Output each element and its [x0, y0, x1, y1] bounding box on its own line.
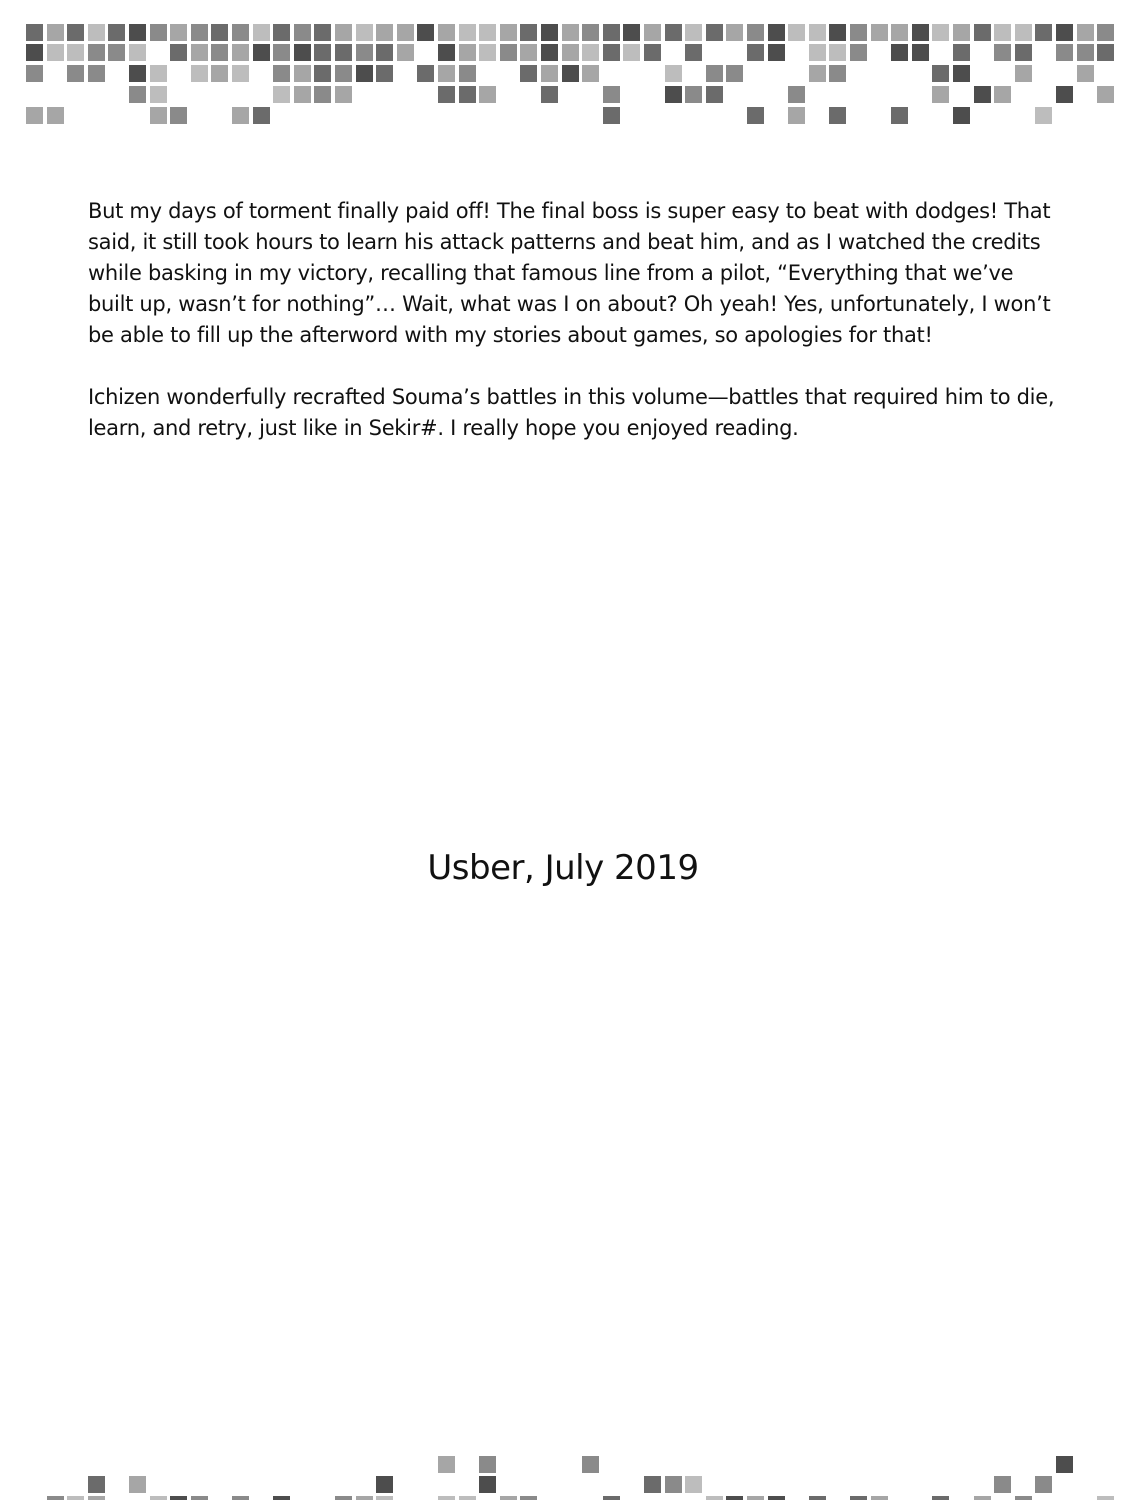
pixel-tile: [26, 65, 43, 82]
pixel-tile: [417, 65, 434, 82]
pixel-tile: [932, 1496, 949, 1500]
pixel-tile: [994, 1476, 1011, 1493]
pixel-tile: [706, 65, 723, 82]
pixel-tile: [850, 24, 867, 41]
pixel-tile: [397, 24, 414, 41]
pixel-tile: [582, 24, 599, 41]
pixel-tile: [376, 65, 393, 82]
pixel-tile: [335, 24, 352, 41]
pixel-tile: [170, 107, 187, 124]
pixel-tile: [1097, 1496, 1114, 1500]
pixel-tile: [1015, 65, 1032, 82]
pixel-tile: [603, 44, 620, 61]
author-signature: Usber, July 2019: [427, 848, 699, 888]
pixel-tile: [67, 24, 84, 41]
pixel-tile: [1015, 44, 1032, 61]
pixel-tile: [376, 44, 393, 61]
pixel-tile: [665, 1476, 682, 1493]
pixel-tile: [108, 24, 125, 41]
pixel-tile: [932, 86, 949, 103]
pixel-tile: [603, 107, 620, 124]
pixel-tile: [335, 1496, 352, 1500]
pixel-tile: [294, 65, 311, 82]
pixel-tile: [500, 44, 517, 61]
pixel-tile: [232, 1496, 249, 1500]
pixel-tile: [1056, 44, 1073, 61]
pixel-tile: [665, 24, 682, 41]
pixel-tile: [150, 107, 167, 124]
pixel-tile: [108, 44, 125, 61]
pixel-tile: [459, 1496, 476, 1500]
pixel-tile: [974, 1496, 991, 1500]
pixel-tile: [912, 24, 929, 41]
pixel-tile: [479, 86, 496, 103]
pixel-tile: [273, 86, 290, 103]
pixel-tile: [67, 65, 84, 82]
pixel-tile: [273, 24, 290, 41]
pixel-tile: [294, 86, 311, 103]
pixel-tile: [1077, 24, 1094, 41]
pixel-tile: [356, 1496, 373, 1500]
pixel-tile: [788, 107, 805, 124]
pixel-tile: [232, 24, 249, 41]
pixel-tile: [88, 24, 105, 41]
afterword-body: [88, 196, 1056, 475]
top-pixel-border: [0, 0, 1126, 140]
pixel-tile: [1056, 86, 1073, 103]
pixel-tile: [314, 86, 331, 103]
pixel-tile: [500, 24, 517, 41]
pixel-tile: [520, 1496, 537, 1500]
pixel-tile: [706, 1496, 723, 1500]
pixel-tile: [768, 44, 785, 61]
pixel-tile: [1097, 24, 1114, 41]
pixel-tile: [459, 24, 476, 41]
pixel-tile: [479, 24, 496, 41]
pixel-tile: [438, 1496, 455, 1500]
pixel-tile: [747, 44, 764, 61]
pixel-tile: [129, 24, 146, 41]
pixel-tile: [211, 44, 228, 61]
pixel-tile: [520, 24, 537, 41]
pixel-tile: [1056, 24, 1073, 41]
pixel-tile: [582, 65, 599, 82]
pixel-tile: [253, 107, 270, 124]
pixel-tile: [562, 65, 579, 82]
pixel-tile: [294, 44, 311, 61]
pixel-tile: [912, 44, 929, 61]
pixel-tile: [314, 44, 331, 61]
pixel-tile: [953, 24, 970, 41]
pixel-tile: [623, 44, 640, 61]
pixel-tile: [335, 65, 352, 82]
pixel-tile: [150, 86, 167, 103]
pixel-tile: [232, 65, 249, 82]
pixel-tile: [479, 44, 496, 61]
pixel-tile: [1056, 1456, 1073, 1473]
pixel-tile: [376, 24, 393, 41]
pixel-tile: [665, 86, 682, 103]
pixel-tile: [438, 65, 455, 82]
pixel-tile: [1035, 1476, 1052, 1493]
pixel-tile: [459, 44, 476, 61]
pixel-tile: [1035, 24, 1052, 41]
pixel-tile: [994, 44, 1011, 61]
pixel-tile: [644, 44, 661, 61]
pixel-tile: [438, 1456, 455, 1473]
pixel-tile: [500, 1496, 517, 1500]
pixel-tile: [150, 65, 167, 82]
pixel-tile: [335, 86, 352, 103]
pixel-tile: [129, 1476, 146, 1493]
pixel-tile: [685, 44, 702, 61]
pixel-tile: [47, 24, 64, 41]
pixel-tile: [150, 1496, 167, 1500]
pixel-tile: [47, 1496, 64, 1500]
pixel-tile: [1077, 65, 1094, 82]
pixel-tile: [829, 44, 846, 61]
pixel-tile: [26, 107, 43, 124]
pixel-tile: [170, 1496, 187, 1500]
pixel-tile: [273, 44, 290, 61]
pixel-tile: [871, 1496, 888, 1500]
pixel-tile: [871, 24, 888, 41]
pixel-tile: [191, 65, 208, 82]
pixel-tile: [541, 65, 558, 82]
pixel-tile: [685, 86, 702, 103]
pixel-tile: [314, 24, 331, 41]
pixel-tile: [129, 65, 146, 82]
bottom-pixel-border: [0, 1440, 1126, 1500]
pixel-tile: [603, 1496, 620, 1500]
pixel-tile: [726, 65, 743, 82]
pixel-tile: [829, 107, 846, 124]
pixel-tile: [67, 1496, 84, 1500]
pixel-tile: [1097, 86, 1114, 103]
pixel-tile: [541, 44, 558, 61]
pixel-tile: [356, 44, 373, 61]
pixel-tile: [768, 24, 785, 41]
pixel-tile: [191, 1496, 208, 1500]
pixel-tile: [417, 24, 434, 41]
pixel-tile: [253, 44, 270, 61]
pixel-tile: [665, 65, 682, 82]
pixel-tile: [273, 1496, 290, 1500]
pixel-tile: [809, 1496, 826, 1500]
pixel-tile: [356, 65, 373, 82]
pixel-tile: [685, 24, 702, 41]
pixel-tile: [479, 1456, 496, 1473]
pixel-tile: [541, 24, 558, 41]
pixel-tile: [1035, 107, 1052, 124]
afterword-paragraph-1: But my days of torment finally paid off! The final boss is super easy to beat with dodges! That said, it still took hours to learn his attack patterns and beat him, and as I watched the credits while basking in my victory, recalling that famous line from a pilot, “Everything that we’ve built up, wasn’t for nothing”… Wait, what was I on about? Oh yeah! Yes, unfortunately, I won’t be able to fill up the afterword with my stories about games, so apologies for that!: [88, 199, 1051, 347]
pixel-tile: [706, 86, 723, 103]
pixel-tile: [273, 65, 290, 82]
pixel-tile: [747, 1496, 764, 1500]
pixel-tile: [191, 44, 208, 61]
pixel-tile: [294, 24, 311, 41]
pixel-tile: [47, 44, 64, 61]
pixel-tile: [1015, 24, 1032, 41]
pixel-tile: [974, 86, 991, 103]
pixel-tile: [706, 24, 723, 41]
pixel-tile: [891, 107, 908, 124]
pixel-tile: [88, 65, 105, 82]
pixel-tile: [459, 65, 476, 82]
pixel-tile: [397, 44, 414, 61]
pixel-tile: [747, 24, 764, 41]
pixel-tile: [376, 1476, 393, 1493]
pixel-tile: [129, 86, 146, 103]
pixel-tile: [768, 1496, 785, 1500]
pixel-tile: [994, 86, 1011, 103]
pixel-tile: [582, 1456, 599, 1473]
pixel-tile: [67, 44, 84, 61]
pixel-tile: [809, 44, 826, 61]
pixel-tile: [376, 1496, 393, 1500]
pixel-tile: [520, 65, 537, 82]
pixel-tile: [26, 24, 43, 41]
pixel-tile: [891, 44, 908, 61]
pixel-tile: [88, 1496, 105, 1500]
pixel-tile: [479, 1476, 496, 1493]
pixel-tile: [170, 44, 187, 61]
pixel-tile: [994, 24, 1011, 41]
pixel-tile: [211, 65, 228, 82]
pixel-tile: [953, 107, 970, 124]
pixel-tile: [88, 1476, 105, 1493]
pixel-tile: [582, 44, 599, 61]
pixel-tile: [788, 24, 805, 41]
pixel-tile: [253, 24, 270, 41]
pixel-tile: [520, 44, 537, 61]
pixel-tile: [88, 44, 105, 61]
pixel-tile: [232, 107, 249, 124]
pixel-tile: [953, 44, 970, 61]
pixel-tile: [809, 65, 826, 82]
afterword-paragraph-2: Ichizen wonderfully recrafted Souma’s battles in this volume—battles that required him to die, learn, and retry, just like in Sekir#. I really hope you enjoyed reading.: [88, 385, 1055, 440]
pixel-tile: [26, 44, 43, 61]
pixel-tile: [562, 44, 579, 61]
pixel-tile: [1097, 44, 1114, 61]
pixel-tile: [726, 1496, 743, 1500]
pixel-tile: [644, 24, 661, 41]
pixel-tile: [726, 24, 743, 41]
pixel-tile: [850, 44, 867, 61]
pixel-tile: [932, 24, 949, 41]
pixel-tile: [562, 24, 579, 41]
pixel-tile: [603, 86, 620, 103]
pixel-tile: [356, 24, 373, 41]
pixel-tile: [129, 44, 146, 61]
pixel-tile: [541, 86, 558, 103]
pixel-tile: [809, 24, 826, 41]
pixel-tile: [644, 1476, 661, 1493]
pixel-tile: [829, 65, 846, 82]
pixel-tile: [1077, 44, 1094, 61]
pixel-tile: [829, 24, 846, 41]
pixel-tile: [1015, 1496, 1032, 1500]
pixel-tile: [232, 44, 249, 61]
pixel-tile: [685, 1476, 702, 1493]
pixel-tile: [459, 86, 476, 103]
pixel-tile: [211, 24, 228, 41]
pixel-tile: [850, 1496, 867, 1500]
pixel-tile: [170, 24, 187, 41]
pixel-tile: [623, 24, 640, 41]
pixel-tile: [747, 107, 764, 124]
pixel-tile: [891, 24, 908, 41]
pixel-tile: [335, 44, 352, 61]
pixel-tile: [953, 65, 970, 82]
pixel-tile: [191, 24, 208, 41]
pixel-tile: [438, 44, 455, 61]
pixel-tile: [974, 24, 991, 41]
pixel-tile: [150, 24, 167, 41]
pixel-tile: [438, 24, 455, 41]
pixel-tile: [314, 65, 331, 82]
pixel-tile: [603, 24, 620, 41]
pixel-tile: [438, 86, 455, 103]
pixel-tile: [47, 107, 64, 124]
pixel-tile: [932, 65, 949, 82]
pixel-tile: [788, 86, 805, 103]
